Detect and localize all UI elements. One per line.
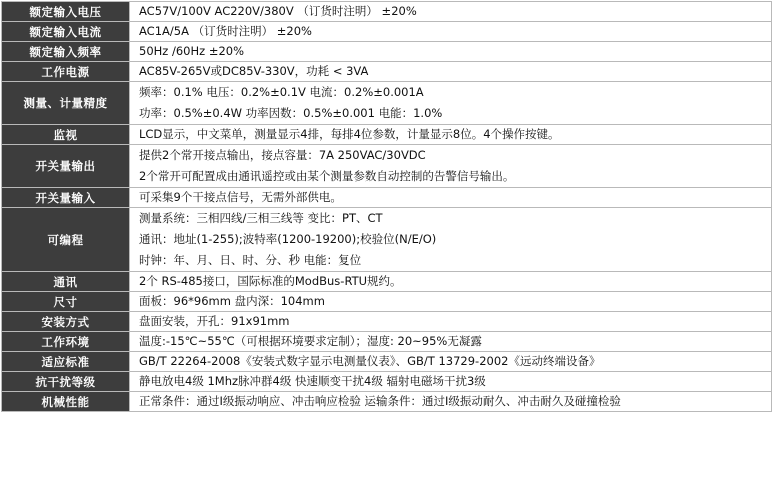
spec-value-line: 50Hz /60Hz ±20% xyxy=(139,44,245,58)
spec-label: 开关量输入 xyxy=(2,188,130,208)
spec-row xyxy=(2,312,772,332)
spec-value xyxy=(130,272,772,292)
spec-label: 通讯 xyxy=(2,272,130,292)
spec-label: 额定输入电流 xyxy=(2,22,130,42)
spec-row xyxy=(2,22,772,42)
spec-value-line: 2个 RS-485接口，国际标准的ModBus-RTU规约。 xyxy=(139,274,402,288)
spec-value xyxy=(130,82,772,125)
spec-value-line: 静电放电4级 1Mhz脉冲群4级 快速顺变干扰4级 辐射电磁场干扰3级 xyxy=(139,374,486,388)
spec-value-line: 盘面安装，开孔：91x91mm xyxy=(139,314,290,328)
spec-table xyxy=(1,1,772,412)
spec-label: 测量、计量精度 xyxy=(2,82,130,125)
spec-label: 机械性能 xyxy=(2,392,130,412)
spec-row xyxy=(2,272,772,292)
spec-row xyxy=(2,332,772,352)
spec-value xyxy=(130,22,772,42)
spec-value-line: 2个常开可配置成由通讯遥控或由某个测量参数自动控制的告警信号输出。 xyxy=(139,169,515,183)
spec-row xyxy=(2,145,772,188)
spec-row xyxy=(2,292,772,312)
spec-value-line: 正常条件：通过I级振动响应、冲击响应检验 运输条件：通过I级振动耐久、冲击耐久及碰撞检验 xyxy=(139,394,621,408)
spec-value xyxy=(130,292,772,312)
spec-value xyxy=(130,42,772,62)
spec-value-line: 时钟：年、月、日、时、分、秒 电能：复位 xyxy=(139,253,362,267)
spec-value-line: AC85V-265V或DC85V-330V，功耗 < 3VA xyxy=(139,64,369,78)
spec-row xyxy=(2,82,772,125)
spec-value xyxy=(130,392,772,412)
spec-label: 尺寸 xyxy=(2,292,130,312)
spec-row xyxy=(2,188,772,208)
spec-row xyxy=(2,352,772,372)
spec-value-line: AC1A/5A （订货时注明） ±20% xyxy=(139,24,312,38)
spec-row xyxy=(2,392,772,412)
spec-value xyxy=(130,188,772,208)
spec-label: 额定输入电压 xyxy=(2,2,130,22)
spec-value-line: 提供2个常开接点输出，接点容量：7A 250VAC/30VDC xyxy=(139,148,426,162)
spec-value xyxy=(130,145,772,188)
spec-value xyxy=(130,312,772,332)
spec-value-line: 温度:-15℃~55℃（可根据环境要求定制）；湿度: 20~95%无凝露 xyxy=(139,334,482,348)
spec-value-line: 面板：96*96mm 盘内深：104mm xyxy=(139,294,325,308)
spec-value-line: 测量系统：三相四线/三相三线等 变比：PT、CT xyxy=(139,211,383,225)
spec-value-line: 频率：0.1% 电压：0.2%±0.1V 电流：0.2%±0.001A xyxy=(139,85,424,99)
spec-label: 工作电源 xyxy=(2,62,130,82)
spec-label: 监视 xyxy=(2,125,130,145)
spec-value-line: 通讯：地址(1-255);波特率(1200-19200);校验位(N/E/O) xyxy=(139,232,437,246)
spec-label: 适应标准 xyxy=(2,352,130,372)
spec-label: 开关量输出 xyxy=(2,145,130,188)
spec-value xyxy=(130,372,772,392)
spec-value xyxy=(130,208,772,272)
spec-row xyxy=(2,372,772,392)
spec-label: 工作环境 xyxy=(2,332,130,352)
spec-row xyxy=(2,42,772,62)
spec-row xyxy=(2,125,772,145)
spec-value-line: AC57V/100V AC220V/380V （订货时注明） ±20% xyxy=(139,4,417,18)
spec-value xyxy=(130,125,772,145)
spec-row xyxy=(2,208,772,272)
spec-label: 安装方式 xyxy=(2,312,130,332)
spec-label: 可编程 xyxy=(2,208,130,272)
spec-value xyxy=(130,352,772,372)
spec-label: 抗干扰等级 xyxy=(2,372,130,392)
spec-value xyxy=(130,2,772,22)
spec-row xyxy=(2,62,772,82)
spec-table-body xyxy=(2,2,772,412)
spec-value-line: 可采集9个干接点信号，无需外部供电。 xyxy=(139,190,342,204)
spec-value-line: LCD显示，中文菜单，测量显示4排，每排4位参数，计量显示8位。4个操作按键。 xyxy=(139,127,560,141)
spec-value xyxy=(130,332,772,352)
spec-value-line: GB/T 22264-2008《安装式数字显示电测量仪表》、GB/T 13729-2002《远动终端设备》 xyxy=(139,354,601,368)
spec-value xyxy=(130,62,772,82)
spec-value-line: 功率：0.5%±0.4W 功率因数：0.5%±0.001 电能：1.0% xyxy=(139,106,443,120)
spec-row xyxy=(2,2,772,22)
spec-label: 额定输入频率 xyxy=(2,42,130,62)
